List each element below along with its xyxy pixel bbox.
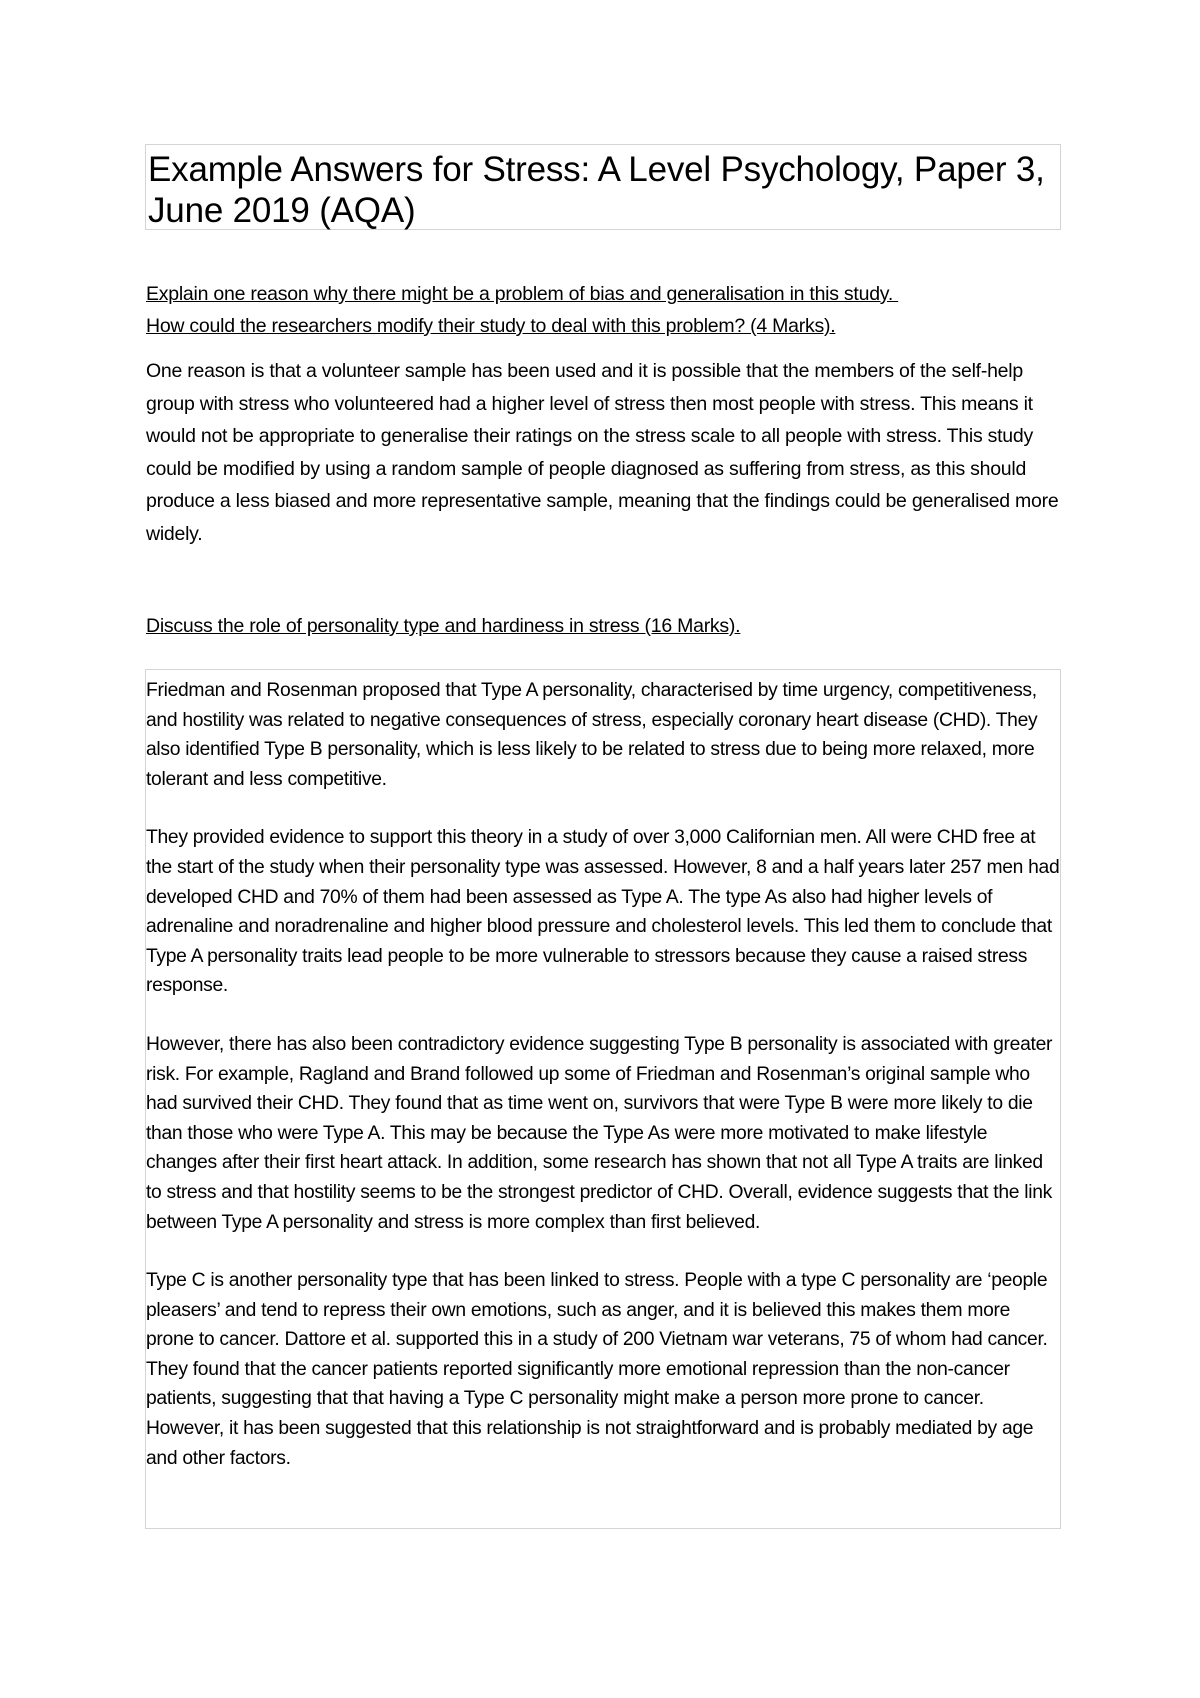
answer-paragraph-type-c: Type C is another personality type that has been linked to stress. People with a type C personality are ‘people pleasers’ and tend to repress their own emotions, such as anger, and it is believed this makes them more prone to cancer. Dattore et al. supported this in a study of 200 Vietnam war veterans, 75 of whom had cancer. They found that the cancer patients reported significantly more emotional repression than the non-cancer patients, suggesting that that having a Type C personality might make a person more prone to cancer. However, it has been suggested that this relationship is not straightforward and is probably mediated by age and other factors. <box>146 1270 1048 1469</box>
answer-paragraph-type-a: Friedman and Rosenman proposed that Type A personality, characterised by time urgency, competitiveness, and hostility was related to negative consequences of stress, especially coronary heart disease (CHD). They also identified Type B personality, which is less likely to be related to stress due to being more relaxed, more tolerant and less competitive. <box>146 680 1038 790</box>
title-box <box>145 144 1061 230</box>
answer-paragraph-contradictory-evidence: However, there has also been contradictory evidence suggesting Type B personality is associated with greater risk. For example, Ragland and Brand followed up some of Friedman and Rosenman’s original sample who had survived their CHD. They found that as time went on, survivors that were Type B were more likely to die than those who were Type A. This may be because the Type As were more motivated to make lifestyle changes after their first heart attack. In addition, some research has shown that not all Type A traits are linked to stress and that hostility seems to be the strongest predictor of CHD. Overall, evidence suggests that the link between Type A personality and stress is more complex than first believed. <box>146 1033 1053 1233</box>
answer-paragraph-evidence: They provided evidence to support this theory in a study of over 3,000 Californian men. All were CHD free at the start of the study when their personality type was assessed. However, 8 and a half years later 257 men had developed CHD and 70% of them had been assessed as Type A. The type As also had higher levels of adrenaline and noradrenaline and higher blood pressure and cholesterol levels. This led them to conclude that Type A personality traits lead people to be more vulnerable to stressors because they cause a raised stress response. <box>146 827 1060 997</box>
question-1-heading <box>146 278 898 342</box>
question-1-heading-line-1: Explain one reason why there might be a problem of bias and generalisation in this study. <box>146 283 899 305</box>
question-1-heading-line-2: How could the researchers modify their study to deal with this problem? (4 Marks). <box>146 315 836 337</box>
question-2-heading: Discuss the role of personality type and hardiness in stress (16 Marks). <box>146 615 741 637</box>
document-title: Example Answers for Stress: A Level Psychology, Paper 3, June 2019 (AQA) <box>148 150 1045 230</box>
question-1-answer: One reason is that a volunteer sample has been used and it is possible that the members of the self-help group with stress who volunteered had a higher level of stress then most people with stress. This means it would not be appropriate to generalise their ratings on the stress scale to all people with stress. This study could be modified by using a random sample of people diagnosed as suffering from stress, as this should produce a less biased and more representative sample, meaning that the findings could be generalised more widely. <box>146 360 1059 545</box>
question-2-answer-box <box>145 669 1061 1529</box>
